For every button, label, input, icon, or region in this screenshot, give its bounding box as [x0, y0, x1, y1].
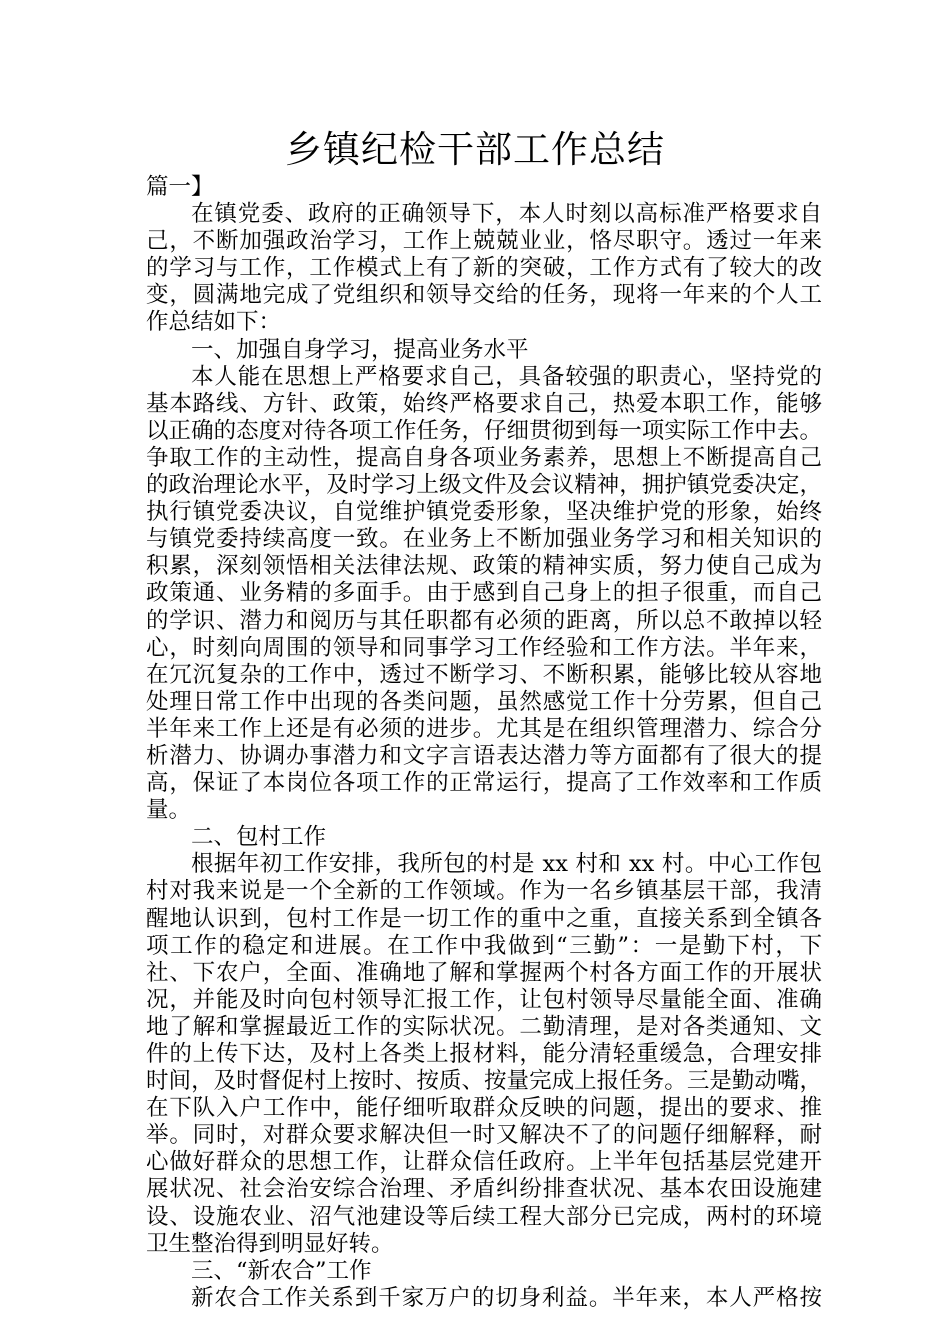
text-line: 与镇党委持续高度一致。在业务上不断加强业务学习和相关知识的 — [146, 526, 822, 553]
text-line: 处理日常工作中出现的各类问题，虽然感觉工作十分劳累，但自己 — [146, 688, 822, 715]
text-line: 基本路线、方针、政策，始终严格要求自己，热爱本职工作，能够 — [146, 390, 822, 417]
text-line: 的政治理论水平，及时学习上级文件及会议精神，拥护镇党委决定， — [146, 472, 822, 499]
text-line: 项工作的稳定和进展。在工作中我做到“三勤”：一是勤下村，下 — [146, 932, 822, 959]
text-line: 醒地认识到，包村工作是一切工作的重中之重，直接关系到全镇各 — [146, 905, 822, 932]
text-line: 在镇党委、政府的正确领导下，本人时刻以高标准严格要求自 — [191, 201, 822, 228]
section-label: 篇一】 — [146, 174, 214, 200]
text-line: 执行镇党委决议，自觉维护镇党委形象，坚决维护党的形象，始终 — [146, 499, 822, 526]
text-line: 以正确的态度对待各项工作任务，仔细贯彻到每一项实际工作中去。 — [146, 417, 822, 444]
text-line: 高，保证了本岗位各项工作的正常运行，提高了工作效率和工作质 — [146, 770, 822, 797]
text-line: 在冗沉复杂的工作中，透过不断学习、不断积累，能够比较从容地 — [146, 661, 822, 688]
section-heading: 一、加强自身学习，提高业务水平 — [191, 336, 529, 363]
text-line: 争取工作的主动性，提高自身各项业务素养，思想上不断提高自己 — [146, 444, 822, 471]
text-line: 政策通、业务精的多面手。由于感到自己身上的担子很重，而自己 — [146, 580, 822, 607]
text-line: 心，时刻向周围的领导和同事学习工作经验和工作方法。半年来， — [146, 634, 822, 661]
text-line: 析潜力、协调办事潜力和文字言语表达潜力等方面都有了很大的提 — [146, 742, 822, 769]
text-line: 作总结如下： — [146, 309, 282, 336]
text-line: 己，不断加强政治学习，工作上兢兢业业，恪尽职守。透过一年来 — [146, 228, 822, 255]
section-heading: 三、“新农合”工作 — [191, 1257, 372, 1284]
document-body — [146, 174, 822, 1312]
text-line: 件的上传下达，及村上各类上报材料，能分清轻重缓急，合理安排 — [146, 1041, 822, 1067]
text-line: 时间，及时督促村上按时、按质、按量完成上报任务。三是勤动嘴， — [146, 1068, 822, 1095]
text-line: 卫生整治得到明显好转。 — [146, 1230, 394, 1257]
document-title: 乡镇纪检干部工作总结 — [285, 128, 665, 171]
text-line: 地了解和掌握最近工作的实际状况。二勤清理，是对各类通知、文 — [146, 1013, 822, 1040]
text-line: 变，圆满地完成了党组织和领导交给的任务，现将一年来的个人工 — [146, 282, 822, 309]
text-line: 半年来工作上还是有必须的进步。尤其是在组织管理潜力、综合分 — [146, 715, 822, 742]
text-line: 本人能在思想上严格要求自己，具备较强的职责心，坚持党的 — [191, 363, 822, 390]
text-line: 设、设施农业、沼气池建设等后续工程大部分已完成，两村的环境 — [146, 1203, 822, 1230]
text-line: 量。 — [146, 797, 192, 824]
text-line: 的学识、潜力和阅历与其任职都有必须的距离，所以总不敢掉以轻 — [146, 607, 822, 634]
text-line: 展状况、社会治安综合治理、矛盾纠纷排查状况、基本农田设施建 — [146, 1176, 822, 1203]
text-line: 积累，深刻领悟相关法律法规、政策的精神实质，努力使自己成为 — [146, 553, 822, 580]
text-line: 村对我来说是一个全新的工作领域。作为一名乡镇基层干部，我清 — [146, 878, 822, 905]
text-line: 心做好群众的思想工作，让群众信任政府。上半年包括基层党建开 — [146, 1149, 822, 1176]
text-line: 举。同时，对群众要求解决但一时又解决不了的问题仔细解释，耐 — [146, 1122, 822, 1149]
text-line: 在下队入户工作中，能仔细听取群众反映的问题，提出的要求、推 — [146, 1095, 822, 1122]
text-line: 新农合工作关系到千家万户的切身利益。半年来，本人严格按 — [191, 1284, 822, 1311]
text-line: 的学习与工作，工作模式上有了新的突破，工作方式有了较大的改 — [146, 255, 822, 282]
section-heading: 二、包村工作 — [191, 824, 327, 851]
text-line: 社、下农户，全面、准确地了解和掌握两个村各方面工作的开展状 — [146, 959, 822, 986]
text-line: 根据年初工作安排，我所包的村是 xx 村和 xx 村。中心工作包 — [191, 851, 822, 878]
text-line: 况，并能及时向包村领导汇报工作，让包村领导尽量能全面、准确 — [146, 986, 822, 1013]
